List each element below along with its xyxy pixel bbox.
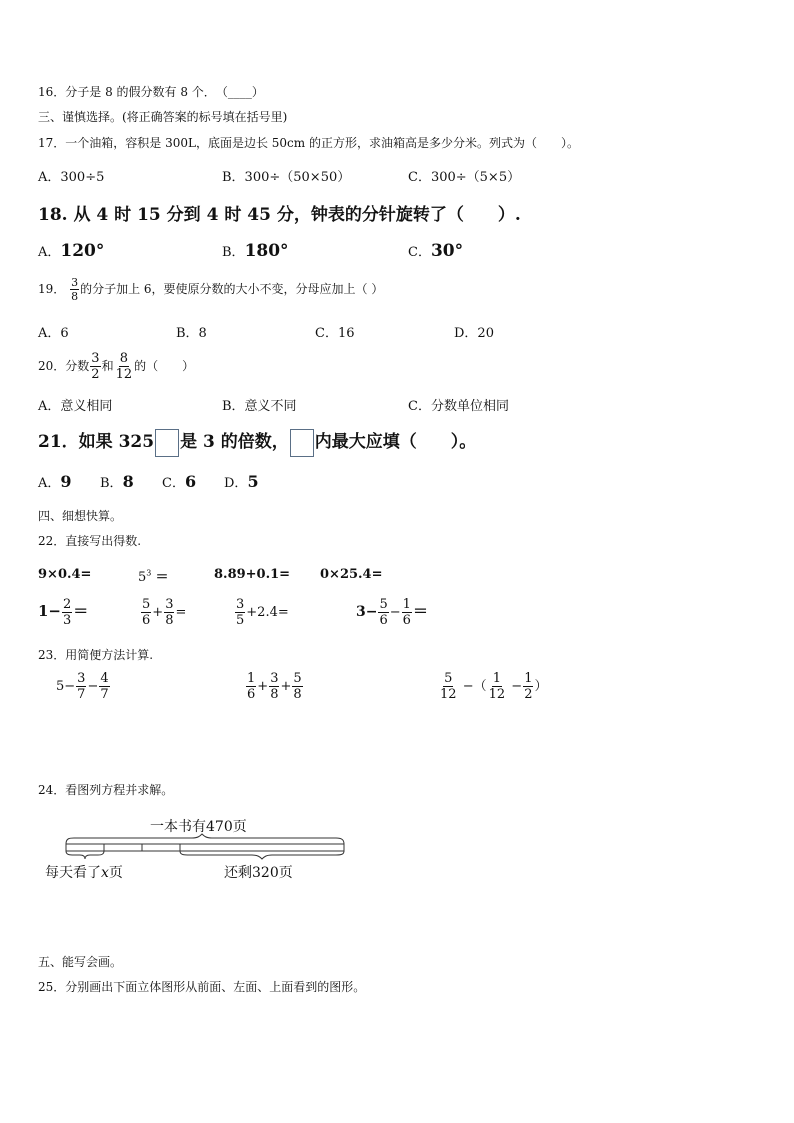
q18: 18. 从 4 时 15 分到 4 时 45 分，钟表的分针旋转了（ ）.	[38, 205, 521, 225]
q21-option-a: A．9	[38, 472, 72, 491]
q21-blank-box-2	[290, 429, 314, 457]
q25: 25．分别画出下面立体图形从前面、左面、上面看到的图形。	[38, 980, 366, 994]
q22-expr-7: $\frac{3}{5}$ +2.4=	[236, 597, 289, 628]
total-brace	[66, 834, 344, 844]
q19-option-a: A．6	[38, 326, 69, 341]
q22-expr-4: 0×25.4=	[320, 567, 383, 582]
q22-expr-3: 8.89+0.1=	[214, 567, 291, 582]
q18-option-a: A．120°	[38, 241, 105, 261]
q18-option-c: C．30°	[408, 241, 464, 261]
q23-expr-2: $\frac{1}{6}$ + $\frac{3}{8}$ + $\frac{5}{8}$	[247, 671, 302, 702]
q18-option-b: B．180°	[222, 241, 289, 261]
q20-option-b: B．意义不同	[222, 399, 297, 414]
q21-blank-box-1	[155, 429, 179, 457]
q20: 20．分数 $\frac{3}{2}$ 和 $\frac{8}{12}$ 的（ ）	[38, 351, 195, 382]
section-5-title: 五、能写会画。	[38, 955, 123, 969]
q21-option-d: D．5	[224, 472, 259, 491]
q17-option-b: B．300÷（50×50）	[222, 170, 351, 185]
q21: 21．如果 325 是 3 的倍数， 内最大应填（ ）。	[38, 427, 476, 457]
q23-expr-3: $\frac{5}{12}$ −（ $\frac{1}{12}$ − $\frac{1}{2}$ ）	[440, 671, 548, 702]
q22-expr-5: 1− $\frac{2}{3}$ ＝	[38, 597, 89, 628]
q17-option-a: A．300÷5	[38, 170, 105, 185]
q19-option-d: D．20	[454, 326, 494, 341]
remaining-brace	[180, 851, 344, 859]
q22-expr-1: 9×0.4=	[38, 567, 92, 582]
q22-expr-2: $5^3$ ＝	[138, 568, 169, 585]
book-bar	[66, 844, 344, 851]
section-4-title: 四、细想快算。	[38, 509, 123, 523]
q22-expr-6: $\frac{5}{6}$ + $\frac{3}{8}$ =	[142, 597, 187, 628]
q17-option-c: C．300÷（5×5）	[408, 170, 521, 185]
section-3-title: 三、谨慎选择。(将正确答案的标号填在括号里)	[38, 110, 288, 124]
q24-remaining-label: 还剩320页	[224, 865, 293, 881]
q20-option-c: C．分数单位相同	[408, 399, 509, 414]
q24-daily-label: 每天看了x页	[45, 865, 123, 881]
q20-option-a: A．意义相同	[38, 399, 113, 414]
q16: 16．分子是 8 的假分数有 8 个． （____）	[38, 85, 264, 99]
q20-fraction-2: $\frac{8}{12}$	[115, 351, 133, 382]
q19-option-c: C．16	[315, 326, 355, 341]
q17: 17．一个油箱，容积是 300L，底面是边长 50cm 的正方形，求油箱高是多少分米。列式为（ ）。	[38, 136, 579, 150]
q24-total-label: 一本书有470页	[150, 819, 247, 835]
q21-option-c: C．6	[162, 472, 197, 491]
q21-option-b: B．8	[100, 472, 134, 491]
day-brace	[66, 851, 104, 859]
q24-segment-diagram	[60, 832, 350, 862]
q24: 24．看图列方程并求解。	[38, 783, 174, 797]
q20-fraction-1: $\frac{3}{2}$	[91, 351, 100, 382]
q22-expr-8: 3− $\frac{5}{6}$ − $\frac{1}{6}$ ＝	[356, 597, 428, 628]
q23: 23．用简便方法计算.	[38, 648, 154, 662]
q19-fraction: $\frac{3}{8}$	[71, 276, 79, 303]
q19: 19． $\frac{3}{8}$ 的分子加上 6，要使原分数的大小不变，分母应加上（ ）	[38, 276, 384, 303]
q23-expr-1: 5− $\frac{3}{7}$ − $\frac{4}{7}$	[56, 671, 109, 702]
q19-option-b: B．8	[176, 326, 207, 341]
q22: 22．直接写出得数.	[38, 534, 142, 548]
